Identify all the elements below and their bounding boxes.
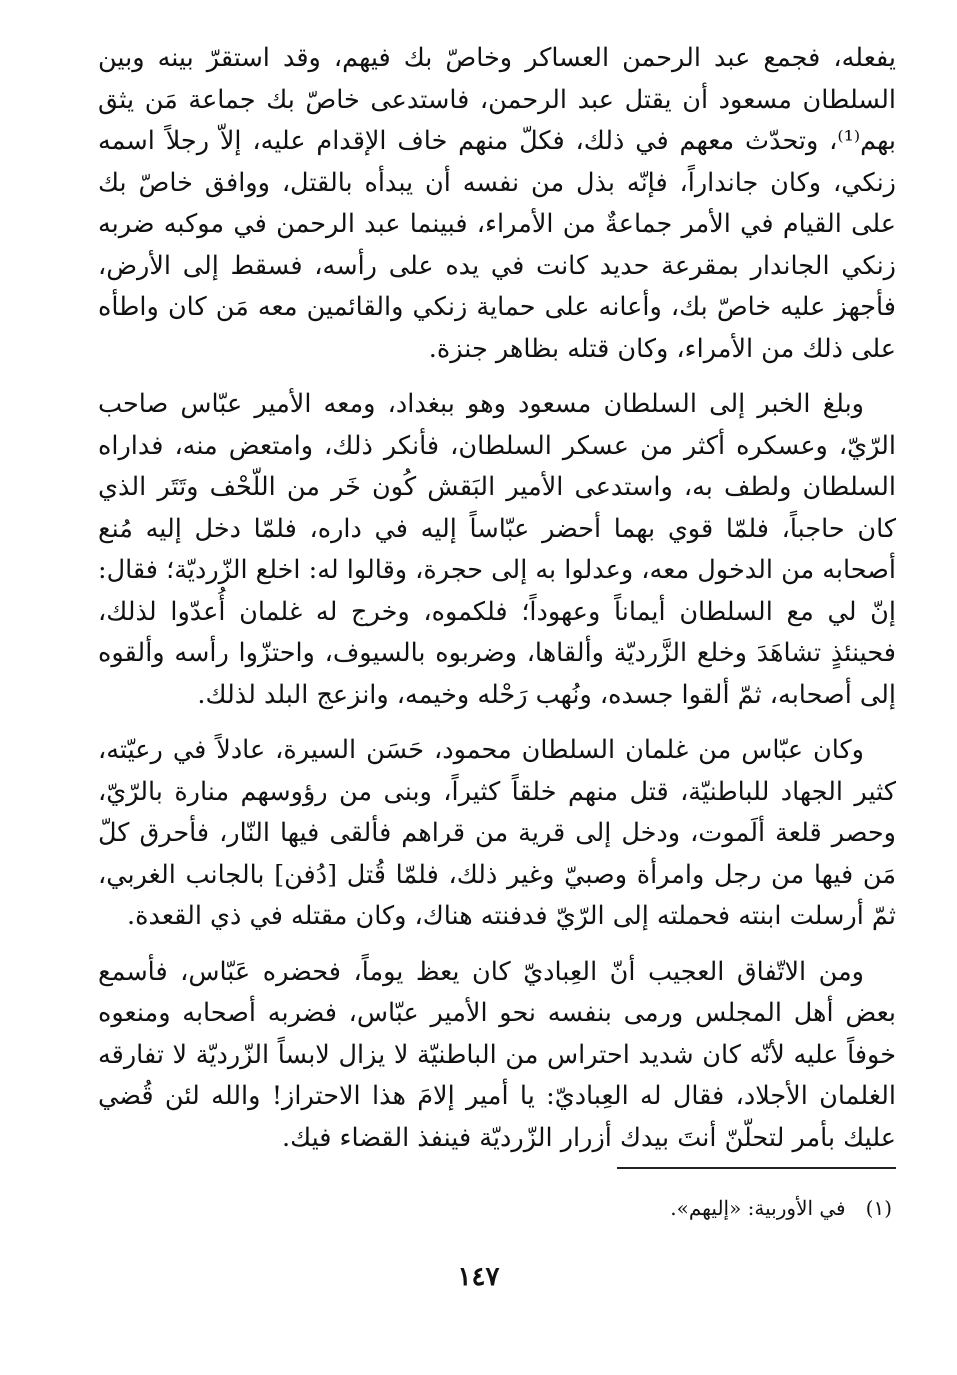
paragraph-3: وكان عبّاس من غلمان السلطان محمود، حَسَن السيرة، عادلاً في رعيّته، كثير الجهاد للباطنيّة، قتل منهم خلقاً كثيراً، وبنى من رؤوسهم منارة بالرّيّ، وحصر قلعة ألَموت، ودخل إلى قرية من قراهم فألقى فيها النّار، فأحرق كلّ مَن فيها من رجل وامرأة وصبيّ وغير ذلك، فلمّا قُتل [دُفن] بالجانب الغربي، ثمّ أرسلت ابنته فحملته إلى الرّيّ فدفنته هناك، وكان مقتله في ذي القعدة. xyxy=(98,735,896,931)
paragraph-4: ومن الاتّفاق العجيب أنّ العِباديّ كان يعظ يوماً، فحضره عَبّاس، فأسمع بعض أهل المجلس ورمى بنفسه نحو الأمير عبّاس، فضربه أصحابه ومنعوه خوفاً عليه لأنّه كان شديد احتراس من الباطنيّة لا يزال لابساً الزّرديّة لا تفارقه الغلمان الأجلاد، فقال له العِباديّ: يا أمير إلامَ هذا الاحتراز! والله لئن قُضي عليك بأمر لتحلّنّ أنتَ بيدك أزرار الزّرديّة فينفذ القضاء فيك. xyxy=(98,956,896,1153)
footnote-text: في الأوربية: «إليهم». xyxy=(670,1196,846,1220)
footnote-marker: (١) xyxy=(865,1196,892,1220)
paragraph-1: يفعله، فجمع عبد الرحمن العساكر وخاصّ بك فيهم، وقد استقرّ بينه وبين السلطان مسعود أن يقتل عبد الرحمن، فاستدعى خاصّ بك جماعة مَن يثق بهم⁽¹⁾، وتحدّث معهم في ذلك، فكلّ منهم خاف الإقدام عليه، إلاّ رجلاً اسمه زنكي، وكان جانداراً، فإنّه بذل من نفسه أن يبدأه بالقتل، ووافق خاصّ بك على القيام في الأمر جماعةٌ من الأمراء، فبينما عبد الرحمن في موكبه ضربه زنكي الجاندار بمقرعة حديد كانت في يده على رأسه، فسقط إلى الأرض، فأجهز عليه خاصّ بك، وأعانه على حماية زنكي والقائمين معه مَن كان واطأه على ذلك من الأمراء، وكان قتله بظاهر جنزة. xyxy=(98,43,896,364)
page-number: ١٤٧ xyxy=(457,1262,500,1292)
footnote xyxy=(670,1193,892,1223)
main-text xyxy=(98,38,896,1159)
footnote-divider xyxy=(617,1167,896,1169)
paragraph-2: وبلغ الخبر إلى السلطان مسعود وهو ببغداد، ومعه الأمير عبّاس صاحب الرّيّ، وعسكره أكثر من عسكر السلطان، فأنكر ذلك، وامتعض منه، فداراه السلطان ولطف به، واستدعى الأمير البَقش كُون خَر من اللّحْف وتَتَر الذي كان حاجباً، فلمّا قوي بهما أحضر عبّاساً إليه في داره، فلمّا دخل إليه مُنع أصحابه من الدخول معه، وعدلوا به إلى حجرة، وقالوا له: اخلع الزّرديّة؛ فقال: إنّ لي مع السلطان أيماناً وعهوداً؛ فلكموه، وخرج له غلمان أُعدّوا لذلك، فحينئذٍ تشاهَدَ وخلع الزَّرديّة وألقاها، وضربوه بالسيوف، واحتزّوا رأسه وألقوه إلى أصحابه، ثمّ ألقوا جسده، ونُهب رَحْله وخيمه، وانزعج البلد لذلك. xyxy=(98,389,896,710)
